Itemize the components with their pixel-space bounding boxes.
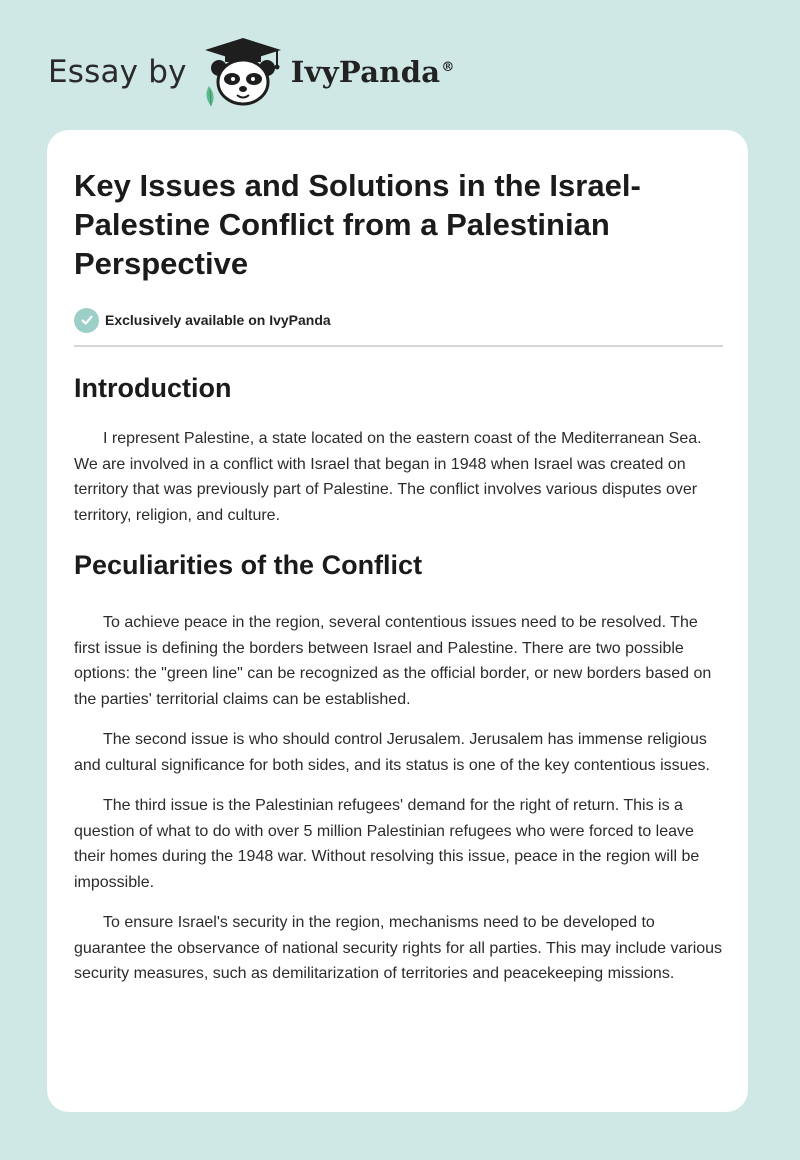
section-heading-peculiarities: Peculiarities of the Conflict [74,550,423,580]
paragraph: To ensure Israel's security in the region, mechanisms need to be developed to guarantee the observance of national security rights for all parties. This may include various security measures, such as demilitarization of territories and peacekeeping missions. [74,914,723,982]
page-title: Key Issues and Solutions in the Israel-Palestine Conflict from a Palestinian Perspective [74,168,641,281]
paragraph: To achieve peace in the region, several contentious issues need to be resolved. The first issue is defining the borders between Israel and Palestine. There are two possible options: the "green line" can be recognized as the official border, or new borders based on the parties' territorial claims can be established. [74,614,712,708]
check-icon [74,308,99,333]
section-heading-introduction: Introduction [74,373,232,403]
brand-text: IvyPanda [290,55,441,89]
registered-mark: ® [441,60,455,76]
exclusive-badge [74,307,724,333]
essay-card [47,130,748,1112]
essay-content [74,130,724,987]
paragraph: The third issue is the Palestinian refugees' demand for the right of return. This is a question of what to do with over 5 million Palestinian refugees who were forced to leave their homes during the 1948 war. Without resolving this issue, peace in the region will be impossible. [74,797,700,891]
site-header [48,34,455,110]
paragraph: I represent Palestine, a state located on the eastern coast of the Mediterranean Sea. We are involved in a conflict with Israel that began in 1948 when Israel was created on territory that was previously part of Palestine. The conflict involves various disputes over territory, religion, and culture. [74,430,702,524]
panda-graduate-icon [201,36,285,108]
paragraph: The second issue is who should control Jerusalem. Jerusalem has immense religious and cultural significance for both sides, and its status is one of the key contentious issues. [74,731,710,774]
essay-by-label: Essay by [48,54,187,90]
exclusive-label: Exclusively available on IvyPanda [105,312,331,328]
divider [74,345,723,347]
brand-name [291,55,455,89]
